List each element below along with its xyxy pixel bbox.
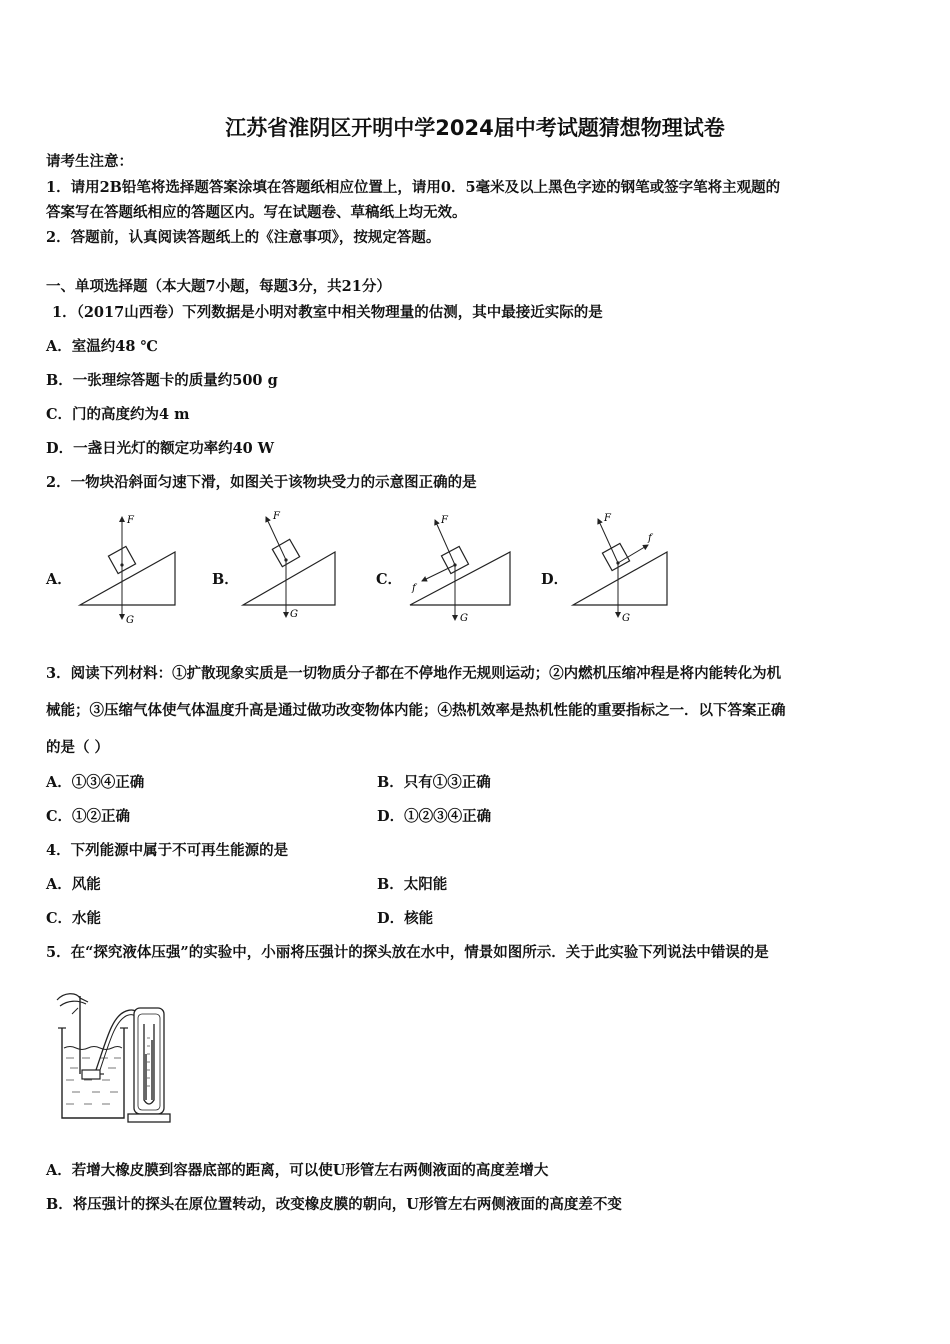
q2-b-F: F bbox=[273, 511, 280, 522]
page-title: 江苏省淮阴区开明中学2024届中考试题猜想物理试卷 bbox=[225, 116, 725, 140]
notice-line-2: 答案写在答题纸相应的答题区内。写在试题卷、草稿纸上均无效。 bbox=[46, 204, 467, 221]
q5-stem: 5．在“探究液体压强”的实验中，小丽将压强计的探头放在水中，情景如图所示．关于此实验下列说法中错误的是 bbox=[46, 944, 769, 961]
q3-stem-line-3: 的是（ ） bbox=[46, 739, 110, 756]
q2-c-G: G bbox=[460, 613, 468, 624]
notice-line-3: 2．答题前，认真阅读答题纸上的《注意事项》，按规定答题。 bbox=[46, 229, 441, 246]
q2-c-F: F bbox=[441, 515, 448, 526]
q4-option-a: A．风能 bbox=[46, 876, 101, 893]
section-heading: 一、单项选择题（本大题7小题，每题3分，共21分） bbox=[46, 278, 391, 295]
notice-line-1: 1．请用2B铅笔将选择题答案涂填在答题纸相应位置上，请用0．5毫米及以上黑色字迹的钢笔或签字笔将主观题的 bbox=[46, 179, 781, 196]
q2-d-G: G bbox=[622, 613, 630, 624]
notice-heading: 请考生注意： bbox=[46, 153, 133, 170]
q2-label-b: B． bbox=[212, 571, 239, 588]
q2-figure-c bbox=[400, 505, 525, 630]
q2-b-G: G bbox=[290, 609, 298, 620]
q2-a-G: G bbox=[126, 615, 134, 626]
q3-stem-line-1: 3．阅读下列材料：①扩散现象实质是一切物质分子都在不停地作无规则运动；②内燃机压缩冲程是将内能转化为机 bbox=[46, 665, 782, 682]
q4-option-b: B．太阳能 bbox=[377, 876, 448, 893]
q3-stem-line-2: 械能；③压缩气体使气体温度升高是通过做功改变物体内能；④热机效率是热机性能的重要指标之一．以下答案正确 bbox=[46, 702, 786, 719]
q2-label-c: C． bbox=[376, 571, 403, 588]
q3-option-a: A．①③④正确 bbox=[46, 774, 145, 791]
q2-a-F: F bbox=[127, 515, 134, 526]
q5-pressure-gauge-figure bbox=[52, 988, 177, 1128]
q2-figure-b bbox=[233, 505, 353, 630]
q3-option-c: C．①②正确 bbox=[46, 808, 131, 825]
q2-d-f: f bbox=[648, 533, 652, 544]
q2-c-f: f bbox=[412, 583, 416, 594]
q1-option-a: A．室温约48 ℃ bbox=[46, 338, 158, 355]
q4-option-d: D．核能 bbox=[377, 910, 434, 927]
q3-option-d: D．①②③④正确 bbox=[377, 808, 492, 825]
q2-label-a: A． bbox=[46, 571, 72, 588]
q2-d-F: F bbox=[604, 513, 611, 524]
q4-option-c: C．水能 bbox=[46, 910, 102, 927]
q2-figure-d bbox=[565, 505, 690, 630]
q1-option-b: B．一张理综答题卡的质量约500 g bbox=[46, 372, 278, 389]
q2-label-d: D． bbox=[541, 571, 569, 588]
q5-option-a: A．若增大橡皮膜到容器底部的距离，可以使U形管左右两侧液面的高度差增大 bbox=[46, 1162, 549, 1179]
q5-option-b: B．将压强计的探头在原位置转动，改变橡皮膜的朝向，U形管左右两侧液面的高度差不变 bbox=[46, 1196, 622, 1213]
q2-figure-a bbox=[70, 505, 190, 630]
q2-stem: 2．一物块沿斜面匀速下滑，如图关于该物块受力的示意图正确的是 bbox=[46, 474, 477, 491]
q1-option-c: C．门的高度约为4 m bbox=[46, 406, 190, 423]
q4-stem: 4．下列能源中属于不可再生能源的是 bbox=[46, 842, 289, 859]
q1-stem: 1．（2017山西卷）下列数据是小明对教室中相关物理量的估测，其中最接近实际的是 bbox=[52, 304, 603, 321]
q1-option-d: D．一盏日光灯的额定功率约40 W bbox=[46, 440, 275, 457]
q3-option-b: B．只有①③正确 bbox=[377, 774, 491, 791]
